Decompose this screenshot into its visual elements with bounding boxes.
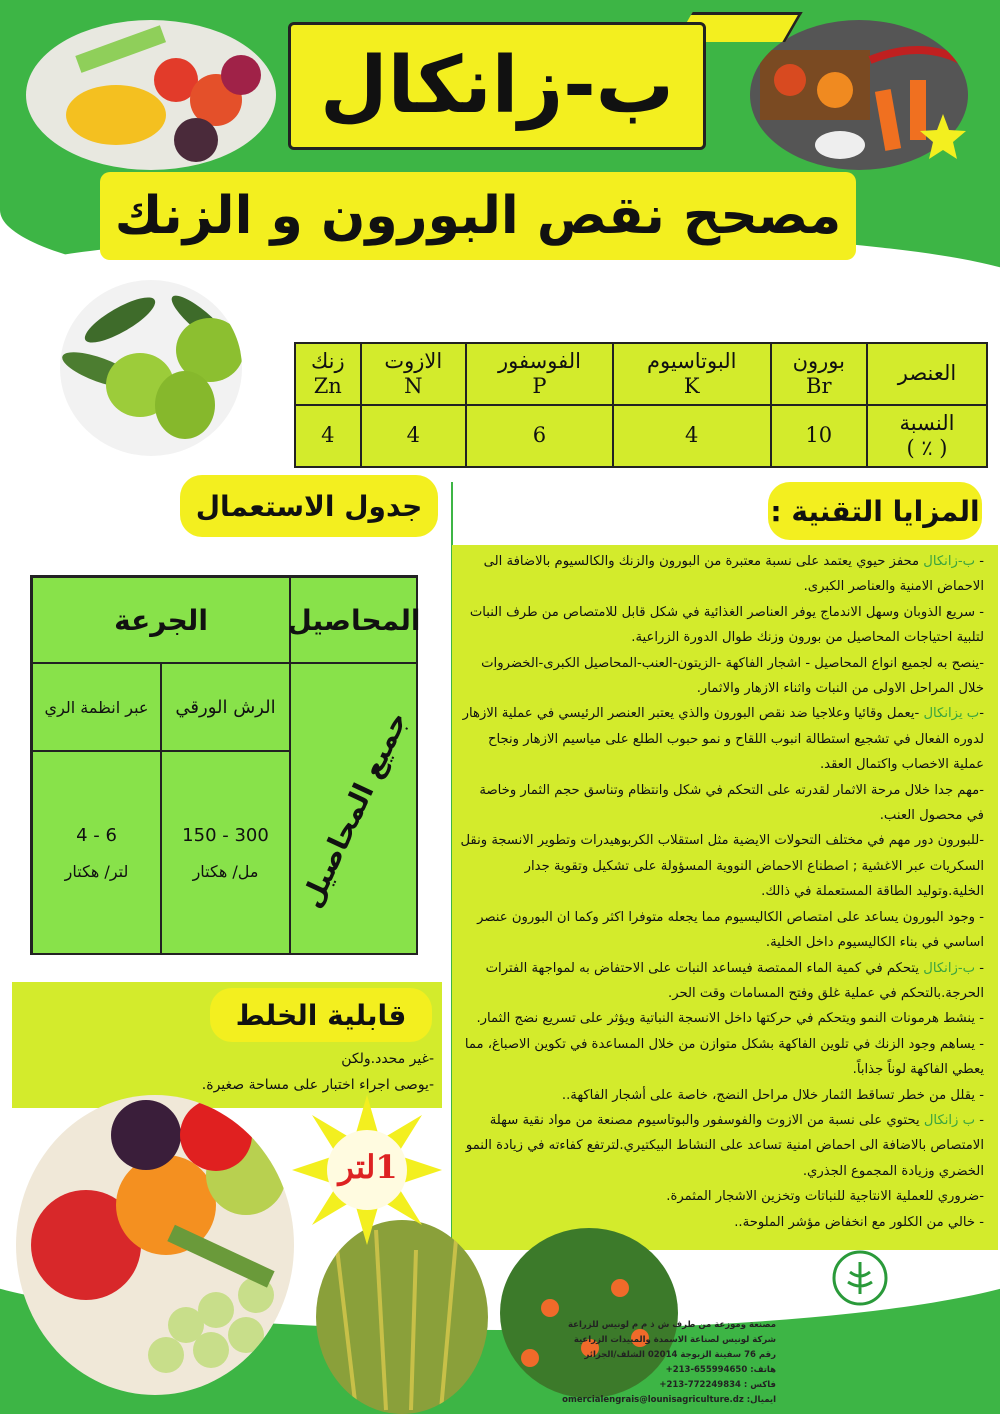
feature-text: يحتوي على نسبة من الازوت والفوسفور والبوتاسيوم مصنعة من مواد نقية سهلة الامتصاص بالاضافة الى احماض امنية تساعد على النشاط البيكتيري.لترتفع كفاءته في زيادة النمو الخضري وزيادة المجموع الجذري. bbox=[465, 1112, 984, 1179]
feature-bullet: - bbox=[979, 782, 984, 798]
feature-item bbox=[460, 701, 984, 777]
element-potassium: البوتاسيوم K bbox=[613, 343, 771, 405]
value-potassium: 4 bbox=[613, 405, 771, 467]
crops-value-cell bbox=[290, 663, 418, 955]
feature-item bbox=[460, 905, 984, 956]
feature-text: وجود البورون يساعد على امتصاص الكاليسيوم مما يجعله متوفرا اكثر وكما ان البورون عنصر اساسي في بناء الكاليسيوم داخل الخلية. bbox=[477, 909, 984, 951]
company-logo-icon bbox=[832, 1250, 888, 1306]
mixing-heading: قابلية الخلط bbox=[210, 988, 432, 1042]
foliar-unit: مل/ هكتار bbox=[192, 862, 259, 881]
foliar-header: الرش الورقي bbox=[161, 663, 290, 751]
vegetables-photo-left bbox=[26, 20, 276, 170]
feature-item bbox=[460, 549, 984, 600]
irrigation-header: عبر انظمة الري bbox=[32, 663, 161, 751]
ratio-header: النسبة ( ٪ ) bbox=[867, 405, 987, 467]
feature-text: ينشط هرمونات النمو ويتحكم في حركتها داخل الانسجة النباتية ويؤثر على تسريع نضج الثمار. bbox=[476, 1011, 976, 1027]
company-line-3: رقم 76 سفينة الزبوجة 02014 الشلف/الجزائر bbox=[584, 1350, 776, 1360]
feature-product-name: ب يزانكال bbox=[923, 706, 980, 722]
feature-bullet: - bbox=[975, 909, 984, 925]
value-zinc: 4 bbox=[295, 405, 361, 467]
company-line-2: شركة لونيس لصناعة الاسمدة والمبيدات الزراعية bbox=[573, 1335, 776, 1345]
usage-heading: جدول الاستعمال bbox=[180, 475, 438, 537]
irrigation-dose: 4 - 6 bbox=[76, 825, 117, 846]
rice-field-photo bbox=[316, 1220, 488, 1414]
olive-branch-photo bbox=[60, 280, 242, 456]
feature-item bbox=[460, 1083, 984, 1108]
composition-header-row bbox=[295, 343, 987, 405]
irrigation-unit: لتر/ هكتار bbox=[64, 862, 129, 881]
company-phone: هاتف: 655994650-213+ bbox=[665, 1365, 776, 1375]
feature-product-name: ب زانكال bbox=[923, 1112, 976, 1128]
company-fax: فاكس : 772249834-213+ bbox=[659, 1380, 776, 1390]
package-size-label: 1لتر bbox=[338, 1148, 398, 1186]
feature-item bbox=[460, 1108, 984, 1184]
mixing-notes bbox=[202, 1046, 434, 1098]
feature-text: سريع الذوبان وسهل الاندماج يوفر العناصر الغذائية في شكل قابل للامتصاص من طرف النبات لتلبية احتياجات المحاصيل من بورون وزنك طوال الدورة الزراعية. bbox=[469, 604, 984, 646]
irrigation-value-cell bbox=[32, 751, 161, 955]
feature-bullet: - bbox=[975, 554, 984, 569]
product-title: ب-زانكال bbox=[288, 22, 706, 150]
feature-item bbox=[460, 1210, 984, 1235]
feature-bullet: - bbox=[979, 655, 984, 671]
company-line-1: مصنعة وموزعة من طرف ش ذ م م لونيس للزراعة bbox=[568, 1320, 776, 1330]
feature-bullet: - bbox=[979, 1189, 984, 1205]
value-nitrogen: 4 bbox=[361, 405, 466, 467]
feature-bullet: - bbox=[975, 1112, 984, 1128]
mixing-line-1: -غير محدد.ولكن bbox=[341, 1051, 434, 1067]
feature-text: ضروري للعملية الانتاجية للنباتات وتخزين الاشجار المثمرة. bbox=[666, 1189, 980, 1205]
star-icon bbox=[918, 112, 968, 162]
feature-bullet: - bbox=[975, 1036, 984, 1052]
feature-text: ينصح به لجميع انواع المحاصيل - اشجار الفاكهة -الزيتون-العنب-المحاصيل الكبرى-الخضروات خلال المراحل الاولى من النبات واثناء الازهار والاثمار. bbox=[481, 655, 984, 697]
feature-text: يتحكم في كمية الماء الممتصة فيساعد النبات على الاحتفاض به لمواجهة الفترات الحرجة.بالتحكم في عملية غلق وفتح المسامات وقت الحر. bbox=[485, 960, 984, 1001]
feature-item bbox=[460, 956, 984, 1007]
feature-bullet: - bbox=[979, 833, 984, 849]
feature-product-name: ب-زانكال bbox=[923, 960, 976, 976]
element-boron: بورون Br bbox=[771, 343, 867, 405]
company-email: ايميال: omercialengrais@lounisagriculture.dz bbox=[562, 1395, 776, 1405]
composition-value-row bbox=[295, 405, 987, 467]
dose-header: الجرعة bbox=[32, 577, 290, 663]
feature-bullet: - bbox=[975, 960, 984, 976]
feature-item bbox=[460, 1032, 984, 1083]
feature-item bbox=[460, 1006, 984, 1031]
feature-product-name: ب-زانكال bbox=[923, 554, 976, 569]
feature-text: يساهم وجود الزنك في تلوين الفاكهة بشكل متوازن من خلال المساعدة في تكوين الاصباغ، مما يعطي الفاكهة لوناً جذاباً. bbox=[464, 1036, 984, 1078]
feature-text: يقلل من خطر تساقط الثمار خلال مراحل النضج، خاصة على أشجار الفاكهة.. bbox=[561, 1087, 976, 1103]
feature-bullet: - bbox=[975, 1011, 984, 1027]
feature-bullet: - bbox=[975, 1087, 984, 1103]
feature-item bbox=[460, 651, 984, 702]
features-heading: المزايا التقنية : bbox=[768, 482, 982, 540]
mixing-panel bbox=[12, 982, 442, 1108]
feature-text: محفز حيوي يعتمد على نسبة معتبرة من البورون والزنك والكالسيوم بالاضافة الى الاحماض الامنية والعناصر الكبرى. bbox=[483, 554, 984, 595]
feature-text: للبورون دور مهم في مختلف التحولات الايضية مثل استقلاب الكربوهيدرات وتطوير الانسجة ونقل السكريات عبر الاغشية ; اصطناع الاحماض النووية المسؤولة على تشكيل وتقوية جدار الخلية.وتوليد الطاقة المستعملة في ذالك. bbox=[460, 833, 984, 900]
crops-value: جميع المحاصيل bbox=[294, 705, 414, 913]
feature-bullet: - bbox=[979, 706, 984, 722]
feature-text: مهم جدا خلال مرحة الاثمار لقدرته على التحكم في شكل وانتظام وتناسق حجم الثمار وخاصة في محصول العنب. bbox=[479, 782, 984, 824]
crops-header: المحاصيل bbox=[290, 577, 418, 663]
mixing-line-2: -يوصى اجراء اختبار على مساحة صغيرة. bbox=[201, 1077, 434, 1093]
company-info bbox=[562, 1318, 776, 1408]
fruits-photo bbox=[16, 1095, 294, 1395]
features-list bbox=[452, 545, 998, 1250]
foliar-dose: 150 - 300 bbox=[182, 825, 269, 846]
foliar-value-cell bbox=[161, 751, 290, 955]
element-phosphorus: الفوسفور P bbox=[466, 343, 613, 405]
feature-item bbox=[460, 1184, 984, 1209]
feature-text: -يعمل وقائيا وعلاجيا ضد نقص البورون والذي يعتبر العنصر الرئيسي في عملية الازهار لدوره الفعال في تشجيع استطالة انبوب اللقاح و نمو حبوب الطلع على مياسيم الازهار ونجاح عملية الاخصاب واكتمال العقد. bbox=[462, 706, 984, 773]
composition-table bbox=[294, 342, 988, 468]
element-nitrogen: الازوت N bbox=[361, 343, 466, 405]
feature-text: خالي من الكلور مع انخفاض مؤشر الملوحة.. bbox=[734, 1214, 976, 1230]
feature-bullet: - bbox=[975, 604, 984, 620]
value-phosphorus: 6 bbox=[466, 405, 613, 467]
feature-bullet: - bbox=[975, 1214, 984, 1230]
element-header: العنصر bbox=[867, 343, 987, 405]
usage-table bbox=[30, 575, 421, 955]
feature-item bbox=[460, 778, 984, 829]
feature-item bbox=[460, 600, 984, 651]
product-subtitle: مصحح نقص البورون و الزنك bbox=[100, 172, 856, 260]
feature-item bbox=[460, 828, 984, 904]
value-boron: 10 bbox=[771, 405, 867, 467]
element-zinc: زنك Zn bbox=[295, 343, 361, 405]
